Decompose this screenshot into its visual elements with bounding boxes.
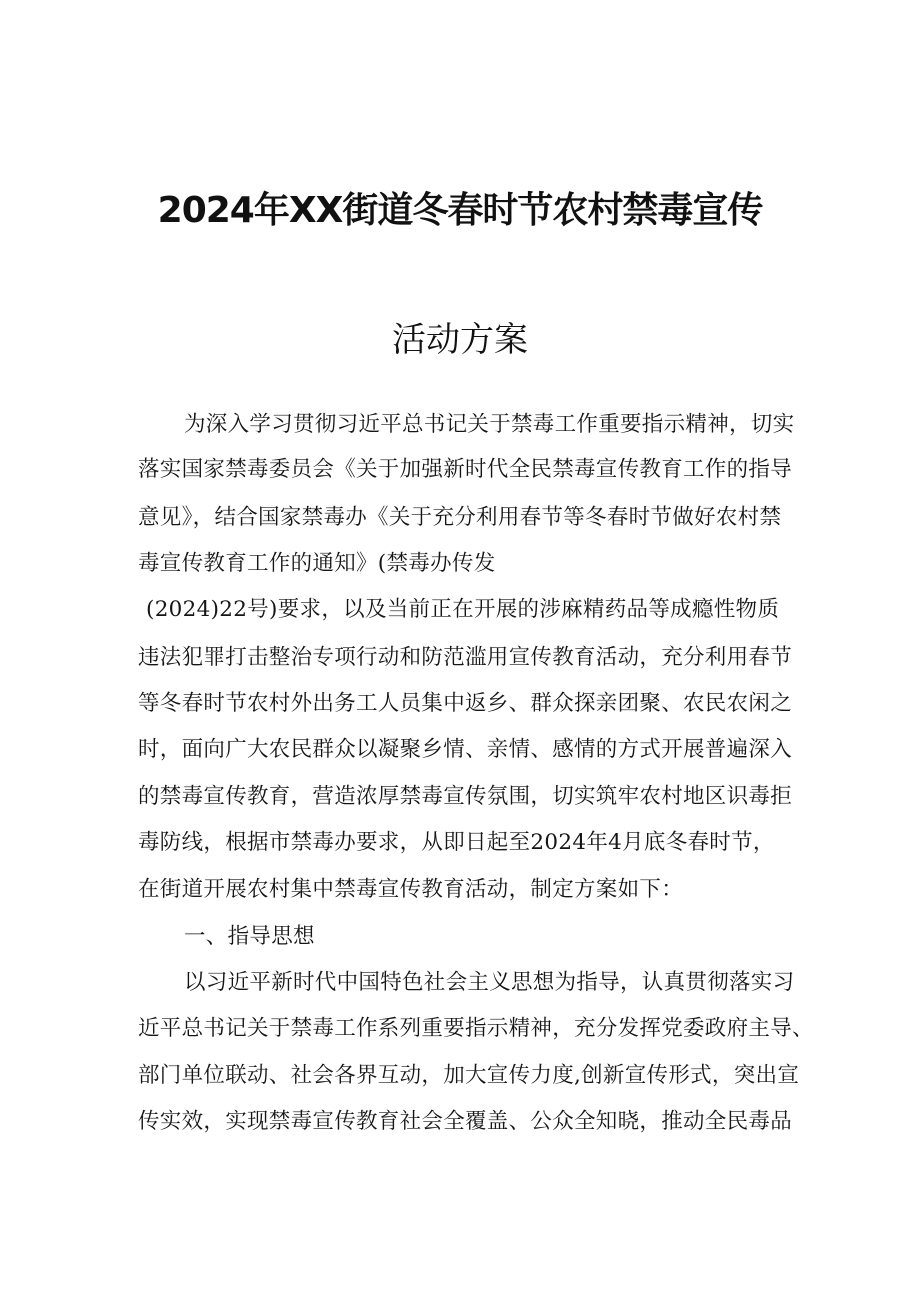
paragraph-1-line-2: 落实国家禁毒委员会《关于加强新时代全民禁毒宣传教育工作的指导: [138, 457, 793, 482]
paragraph-1-line-5: (2024)22号)要求，以及当前正在开展的涉麻精药品等成瘾性物质: [146, 597, 780, 622]
paragraph-2-line-4: 传实效，实现禁毒宣传教育社会全覆盖、公众全知晓，推动全民毒品: [138, 1109, 793, 1134]
paragraph-1-line-4: 毒宣传教育工作的通知》(禁毒办传发: [138, 551, 496, 576]
paragraph-2-line-2: 近平总书记关于禁毒工作系列重要指示精神，充分发挥党委政府主导、: [138, 1016, 814, 1041]
paragraph-2-line-1: 以习近平新时代中国特色社会主义思想为指导，认真贯彻落实习: [184, 970, 795, 995]
paragraph-1-line-7: 等冬春时节农村外出务工人员集中返乡、群众探亲团聚、农民农闲之: [138, 691, 793, 716]
paragraph-1-line-3: 意见》，结合国家禁毒办《关于充分利用春节等冬春时节做好农村禁: [138, 505, 782, 530]
document-title-line-1: 2024年XX街道冬春时节农村禁毒宣传: [157, 190, 763, 231]
paragraph-2-line-3: 部门单位联动、社会各界互动，加大宣传力度,创新宣传形式，突出宣: [138, 1063, 800, 1088]
paragraph-1-line-6: 违法犯罪打击整治专项行动和防范滥用宣传教育活动，充分利用春节: [138, 645, 793, 670]
document-title-line-2: 活动方案: [392, 320, 528, 360]
paragraph-1-line-8: 时，面向广大农民群众以凝聚乡情、亲情、感情的方式开展普遍深入: [138, 737, 793, 762]
paragraph-1-line-11: 在街道开展农村集中禁毒宣传教育活动，制定方案如下：: [138, 877, 684, 902]
section-heading-guiding-ideology: 一、指导思想: [184, 924, 315, 949]
paragraph-1-line-1: 为深入学习贯彻习近平总书记关于禁毒工作重要指示精神，切实: [184, 412, 795, 437]
paragraph-1-line-9: 的禁毒宣传教育，营造浓厚禁毒宣传氛围，切实筑牢农村地区识毒拒: [138, 784, 793, 809]
paragraph-1-line-10: 毒防线，根据市禁毒办要求，从即日起至2024年4月底冬春时节，: [138, 830, 775, 855]
